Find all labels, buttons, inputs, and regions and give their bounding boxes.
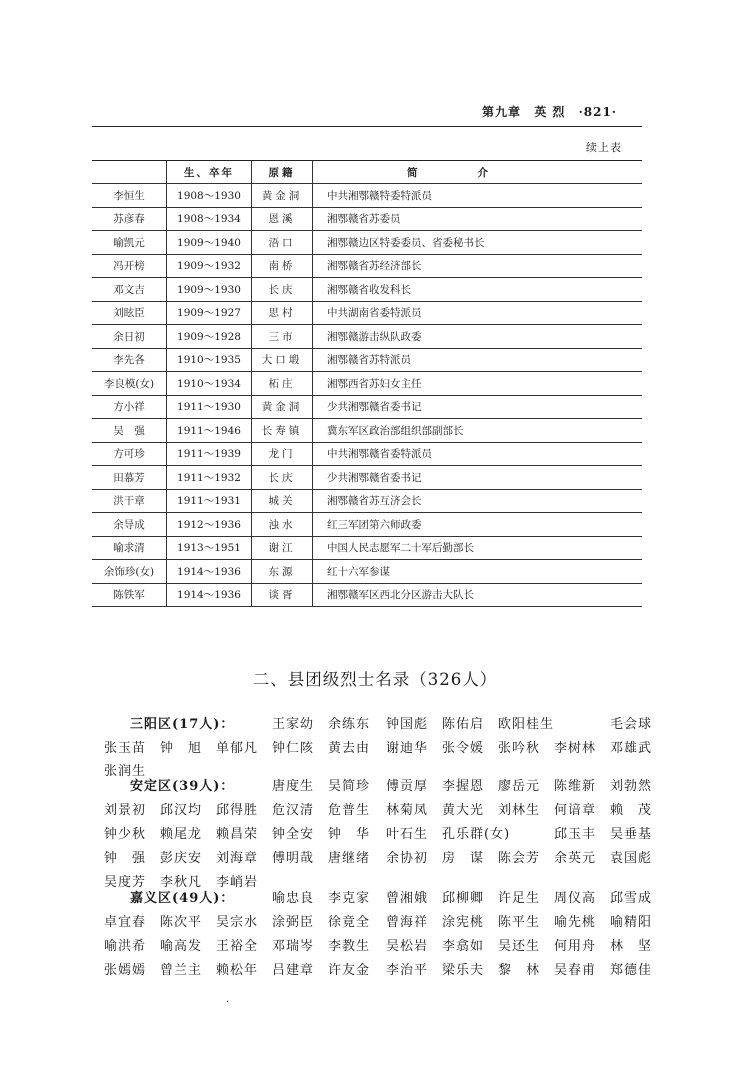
martyr-name: 谢迪华 xyxy=(386,741,429,756)
martyr-name: 林菊凤 xyxy=(386,803,429,818)
martyr-name: 余英元 xyxy=(554,851,597,866)
martyr-name: 唐继绪 xyxy=(328,851,371,866)
martyr-name: 喻高发 xyxy=(160,939,203,954)
martyr-name: 陈次平 xyxy=(160,915,203,930)
cell-place: 长庆 xyxy=(252,466,313,490)
martyr-name: 刘勃然 xyxy=(610,779,653,794)
continued-label: 续上表 xyxy=(586,141,622,154)
cell-place: 黄金洞 xyxy=(252,184,313,208)
martyr-name: 曾海祥 xyxy=(386,915,429,930)
martyr-name: 房 谋 xyxy=(442,851,485,866)
cell-name: 李先各 xyxy=(92,348,167,372)
cell-place: 长寿镇 xyxy=(252,419,313,443)
cell-years: 1908～1934 xyxy=(167,207,252,231)
cell-years: 1911～1932 xyxy=(167,466,252,490)
martyr-name: 邱汉均 xyxy=(160,803,203,818)
martyr-name: 毛会球 xyxy=(610,717,653,732)
martyr-name: 赖松年 xyxy=(216,963,259,978)
cell-desc: 湘鄂西省苏妇女主任 xyxy=(313,372,643,396)
martyr-name: 曾兰主 xyxy=(160,963,203,978)
page-number: ·821· xyxy=(578,105,617,119)
table-row xyxy=(92,466,642,490)
martyr-name: 涂宪桃 xyxy=(442,915,485,930)
martyr-name: 王裕全 xyxy=(216,939,259,954)
cell-years: 1911～1931 xyxy=(167,489,252,513)
martyr-name: 余练东 xyxy=(328,717,371,732)
table-row xyxy=(92,325,642,349)
martyr-name: 钟全安 xyxy=(272,827,315,842)
martyr-name: 吕建章 xyxy=(272,963,315,978)
cell-years: 1910～1934 xyxy=(167,372,252,396)
cell-years: 1911～1946 xyxy=(167,419,252,443)
martyr-name: 钟 强 xyxy=(104,851,147,866)
martyr-name: 彭庆安 xyxy=(160,851,203,866)
martyr-name: 钟少秋 xyxy=(104,827,147,842)
martyr-name: 卓宜春 xyxy=(104,915,147,930)
cell-desc: 中共湖南省委特派员 xyxy=(313,301,643,325)
district-label: 三阳区(17人)： xyxy=(130,717,235,732)
cell-desc: 中国人民志愿军二十军后勤部长 xyxy=(313,536,643,560)
martyr-name: 廖岳元 xyxy=(498,779,541,794)
cell-years: 1912～1936 xyxy=(167,513,252,537)
cell-name: 洪干章 xyxy=(92,489,167,513)
martyr-name: 邱玉丰 xyxy=(554,827,597,842)
cell-name: 邓文吉 xyxy=(92,278,167,302)
header-years: 生、卒年 xyxy=(167,161,252,184)
martyr-name: 喻先桃 xyxy=(554,915,597,930)
cell-place: 谢江 xyxy=(252,536,313,560)
table-row xyxy=(92,583,642,607)
martyr-name: 吴宗水 xyxy=(216,915,259,930)
martyr-name: 邱柳卿 xyxy=(442,891,485,906)
martyr-name: 许足生 xyxy=(498,891,541,906)
martyr-name: 危汉清 xyxy=(272,803,315,818)
martyr-name: 李翕如 xyxy=(442,939,485,954)
martyr-name: 李峭岩 xyxy=(216,875,259,890)
martyr-name: 袁国彪 xyxy=(610,851,653,866)
table-row xyxy=(92,442,642,466)
martyr-name: 吴还生 xyxy=(498,939,541,954)
cell-name: 方小祥 xyxy=(92,395,167,419)
cell-desc: 湘鄂赣省苏委员 xyxy=(313,207,643,231)
martyr-name: 张令媛 xyxy=(442,741,485,756)
cell-desc: 少共湘鄂赣省委书记 xyxy=(313,395,643,419)
martyr-name: 李治平 xyxy=(386,963,429,978)
cell-years: 1909～1927 xyxy=(167,301,252,325)
cell-name: 冯开榜 xyxy=(92,254,167,278)
running-head xyxy=(482,103,617,120)
cell-desc: 湘鄂赣省收发科长 xyxy=(313,278,643,302)
cell-place: 南桥 xyxy=(252,254,313,278)
cell-name: 田慕芳 xyxy=(92,466,167,490)
table-row xyxy=(92,395,642,419)
cell-name: 吴 强 xyxy=(92,419,167,443)
martyr-name: 钟仁陔 xyxy=(272,741,315,756)
cell-place: 恩溪 xyxy=(252,207,313,231)
martyr-name: 陈佑启 xyxy=(442,717,485,732)
chapter-label: 第九章 xyxy=(482,105,522,119)
cell-years: 1911～1939 xyxy=(167,442,252,466)
cell-desc: 湘鄂赣游击纵队政委 xyxy=(313,325,643,349)
martyr-name: 傅贡厚 xyxy=(386,779,429,794)
martyr-name: 吴垂基 xyxy=(610,827,653,842)
cell-desc: 红十六军参谋 xyxy=(313,560,643,584)
cell-years: 1910～1935 xyxy=(167,348,252,372)
cell-name: 苏彦春 xyxy=(92,207,167,231)
martyr-name: 林 坚 xyxy=(610,939,653,954)
cell-place: 大口塅 xyxy=(252,348,313,372)
martyr-name: 赖 茂 xyxy=(610,803,653,818)
martyr-name: 王家幼 xyxy=(272,717,315,732)
martyr-table xyxy=(92,160,642,607)
cell-place: 城关 xyxy=(252,489,313,513)
martyr-name: 李树林 xyxy=(554,741,597,756)
martyr-name: 单郁凡 xyxy=(216,741,259,756)
martyr-name: 孔乐群(女) xyxy=(442,827,511,842)
cell-place: 三市 xyxy=(252,325,313,349)
cell-desc: 少共湘鄂赣省委书记 xyxy=(313,466,643,490)
table-row xyxy=(92,254,642,278)
martyr-name: 曾湘娥 xyxy=(386,891,429,906)
martyr-name: 刘景初 xyxy=(104,803,147,818)
martyr-name: 傅明哉 xyxy=(272,851,315,866)
martyr-name: 喻洪希 xyxy=(104,939,147,954)
martyr-name: 陈维新 xyxy=(554,779,597,794)
cell-desc: 中共湘鄂赣特委特派员 xyxy=(313,184,643,208)
martyr-name: 喻忠良 xyxy=(272,891,315,906)
cell-years: 1909～1930 xyxy=(167,278,252,302)
cell-name: 喻凯元 xyxy=(92,231,167,255)
cell-desc: 湘鄂赣军区西北分区游击大队长 xyxy=(313,583,643,607)
martyr-name: 李秋凡 xyxy=(160,875,203,890)
martyr-name: 钟 旭 xyxy=(160,741,203,756)
martyr-name: 李教生 xyxy=(328,939,371,954)
table-row xyxy=(92,184,642,208)
header-name xyxy=(92,161,167,184)
table-header-row xyxy=(92,161,642,184)
martyr-name: 吴春甫 xyxy=(554,963,597,978)
cell-place: 浯口 xyxy=(252,231,313,255)
header-place: 原籍 xyxy=(252,161,313,184)
district-label: 安定区(39人)： xyxy=(130,779,235,794)
cell-name: 余导成 xyxy=(92,513,167,537)
martyr-name: 张嫣嫣 xyxy=(104,963,147,978)
martyr-name: 陈平生 xyxy=(498,915,541,930)
cell-years: 1909～1932 xyxy=(167,254,252,278)
martyr-name: 梁乐夫 xyxy=(442,963,485,978)
martyr-name: 欧阳桂生 xyxy=(498,717,555,732)
martyr-name: 赖昌荣 xyxy=(216,827,259,842)
martyr-name: 张吟秋 xyxy=(498,741,541,756)
table-row xyxy=(92,513,642,537)
table-row xyxy=(92,348,642,372)
cell-years: 1909～1928 xyxy=(167,325,252,349)
table-row xyxy=(92,372,642,396)
cell-desc: 冀东军区政治部组织部副部长 xyxy=(313,419,643,443)
cell-place: 谈胥 xyxy=(252,583,313,607)
martyr-name: 吴度芳 xyxy=(104,875,147,890)
table-row xyxy=(92,489,642,513)
martyr-name: 周仪高 xyxy=(554,891,597,906)
cell-name: 李恒生 xyxy=(92,184,167,208)
martyr-name: 喻精阳 xyxy=(610,915,653,930)
cell-years: 1913～1951 xyxy=(167,536,252,560)
martyr-name: 黎 林 xyxy=(498,963,541,978)
cell-desc: 中共湘鄂赣省委特派员 xyxy=(313,442,643,466)
cell-place: 思村 xyxy=(252,301,313,325)
table-row xyxy=(92,278,642,302)
cell-name: 刘眩臣 xyxy=(92,301,167,325)
cell-name: 喻求清 xyxy=(92,536,167,560)
cell-desc: 湘鄂赣省苏经济部长 xyxy=(313,254,643,278)
header-rule xyxy=(92,126,642,127)
chapter-title: 英 烈 xyxy=(534,105,566,119)
table-body xyxy=(92,184,642,607)
cell-name: 方可珍 xyxy=(92,442,167,466)
martyr-name: 唐度生 xyxy=(272,779,315,794)
cell-place: 浊水 xyxy=(252,513,313,537)
cell-place: 龙门 xyxy=(252,442,313,466)
cell-place: 柘庄 xyxy=(252,372,313,396)
cell-name: 余饰珍(女) xyxy=(92,560,167,584)
district-label: 嘉义区(49人)： xyxy=(130,891,235,906)
cell-name: 陈铁军 xyxy=(92,583,167,607)
cell-years: 1911～1930 xyxy=(167,395,252,419)
martyr-name: 郑德佳 xyxy=(610,963,653,978)
martyr-name: 邱雪成 xyxy=(610,891,653,906)
martyr-name: 钟国彪 xyxy=(386,717,429,732)
cell-name: 李良模(女) xyxy=(92,372,167,396)
table-row xyxy=(92,207,642,231)
cell-years: 1909～1940 xyxy=(167,231,252,255)
martyr-name: 叶石生 xyxy=(386,827,429,842)
cell-years: 1914～1936 xyxy=(167,583,252,607)
cell-years: 1908～1930 xyxy=(167,184,252,208)
section-title: 二、县团级烈士名录（326人） xyxy=(252,670,498,689)
cell-place: 长庆 xyxy=(252,278,313,302)
martyr-name: 许友金 xyxy=(328,963,371,978)
cell-name: 余日初 xyxy=(92,325,167,349)
cell-place: 东源 xyxy=(252,560,313,584)
martyr-name: 何谙章 xyxy=(554,803,597,818)
martyr-name: 张润生 xyxy=(104,764,147,779)
cell-desc: 湘鄂赣省苏互济会长 xyxy=(313,489,643,513)
martyr-name: 邓瑞岑 xyxy=(272,939,315,954)
martyr-name: 李握恩 xyxy=(442,779,485,794)
martyr-name: 刘林生 xyxy=(498,803,541,818)
martyr-name: 黄去由 xyxy=(328,741,371,756)
martyr-name: 陈会芳 xyxy=(498,851,541,866)
cell-desc: 湘鄂赣边区特委委员、省委秘书长 xyxy=(313,231,643,255)
martyr-name: 李克家 xyxy=(328,891,371,906)
martyr-name: 邓雄武 xyxy=(610,741,653,756)
martyr-name: 赖尾龙 xyxy=(160,827,203,842)
table-row xyxy=(92,560,642,584)
footer-dot: · xyxy=(226,997,230,1008)
table-row xyxy=(92,231,642,255)
martyr-name: 余协初 xyxy=(386,851,429,866)
martyr-name: 吴简珍 xyxy=(328,779,371,794)
martyr-name: 钟 华 xyxy=(328,827,371,842)
cell-desc: 湘鄂赣省苏特派员 xyxy=(313,348,643,372)
table-row xyxy=(92,419,642,443)
header-desc: 简介 xyxy=(313,161,643,184)
martyr-name: 黄大光 xyxy=(442,803,485,818)
martyr-name: 刘海章 xyxy=(216,851,259,866)
martyr-name: 涂弼臣 xyxy=(272,915,315,930)
cell-place: 黄金洞 xyxy=(252,395,313,419)
cell-years: 1914～1936 xyxy=(167,560,252,584)
cell-desc: 红三军团第六师政委 xyxy=(313,513,643,537)
table-row xyxy=(92,536,642,560)
martyr-name: 张玉苗 xyxy=(104,741,147,756)
martyr-name: 邱得胜 xyxy=(216,803,259,818)
martyr-name: 何用舟 xyxy=(554,939,597,954)
martyr-name: 危普生 xyxy=(328,803,371,818)
martyr-name: 吴松岩 xyxy=(386,939,429,954)
table-row xyxy=(92,301,642,325)
martyr-name: 徐竟全 xyxy=(328,915,371,930)
